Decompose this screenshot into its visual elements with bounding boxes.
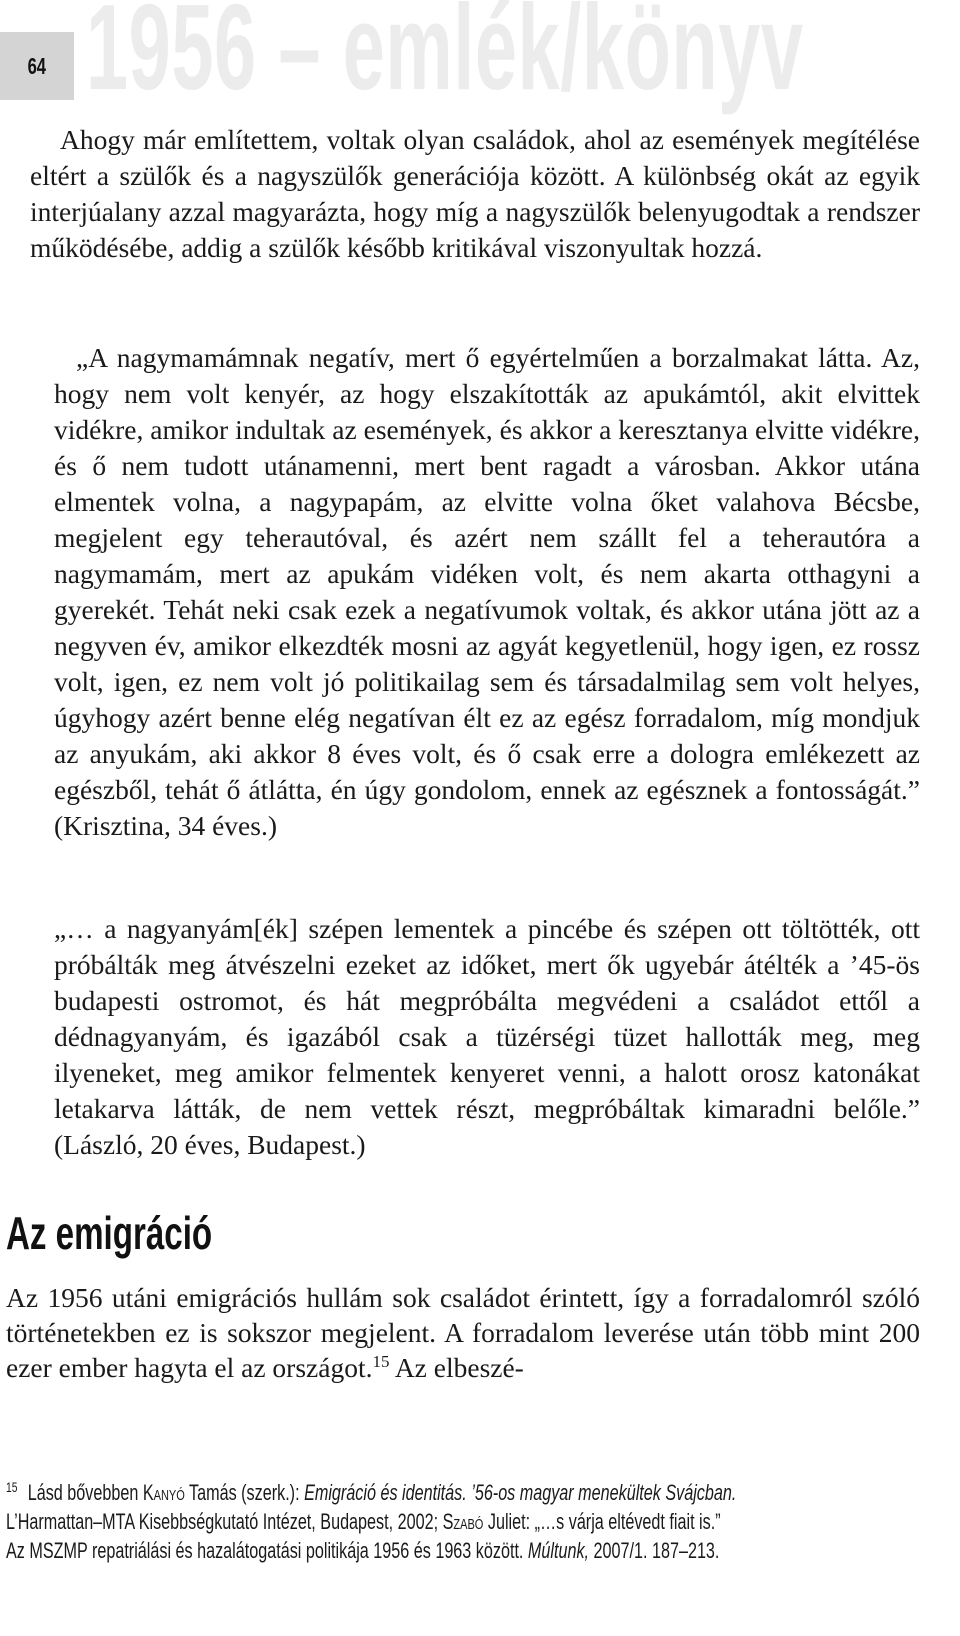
footnote [6,1478,921,1565]
emigration-paragraph [6,1280,920,1385]
interview-quote-krisztina: „A nagymamámnak negatív, mert ő egyértelműen a borzalmakat látta. Az, hogy nem volt kenyér, az hogy elszakították az apukámtól, akit elvittek vidékre, amikor indultak az események, és akkor a keresztanya elvitte vidékre, és ő nem tudott utánamenni, mert bent ragadt a városban. Akkor utána elmentek volna, a nagypapám, az elvitte volna őket valahova Bécsbe, megjelent egy teherautóval, és azért nem szállt fel a teherautóra a nagymamám, mert az apukám vidéken volt, és nem akarta otthagyni a gyerekét. Tehát neki csak ezek a negatívumok voltak, és akkor utána jött az a negyven év, amikor elkezdték mosni az agyát kegyetlenül, hogy igen, ez rossz volt, igen, ez nem volt jó politikailag sem és társadalmilag sem volt helyes, úgyhogy azért benne elég negatívan élt ez az egész forradalom, míg mondjuk az anyukám, aki akkor 8 éves volt, és ő csak erre a dologra emlékezett az egészből, tehát ő átlátta, én úgy gondolom, ennek az egésznek a fontosságát.” (Krisztina, 34 éves.) [54,342,920,841]
running-title: 1956 – emlék/könyv [86,0,804,115]
footnote-line-1 [6,1478,921,1507]
emigration-paragraph-tail: Az elbeszé- [389,1352,524,1383]
intro-paragraph: Ahogy már említettem, voltak olyan családok, ahol az események megítélése eltért a szülők és a nagyszülők generációja között. A különbség okát az egyik interjúalany azzal magyarázta, hogy míg a nagyszülők belenyugodtak a rendszer működésébe, addig a szülők később kritikával viszonyultak hozzá. [30,124,920,263]
footnote-line-3 [6,1536,921,1565]
page-number: 64 [27,52,47,79]
emigration-paragraph-text: Az 1956 utáni emigrációs hullám sok családot érintett, így a forradalomról szóló történetekben ez is sokszor megjelent. A forradalom leverése után több mint 200 ezer ember hagyta el az országot. [6,1282,920,1383]
footnote-author: Kanyó [142,1480,185,1505]
footnote-text: Lásd bővebben [27,1480,143,1505]
footnote-text: Juliet: „…s várja eltévedt fiait is.” [483,1509,721,1534]
footnote-book-title: Emigráció és identitás. ’56-os magyar menekültek Svájcban. [304,1480,737,1505]
section-heading: Az emigráció [6,1207,213,1259]
footnote-text: L’Harmattan–MTA Kisebbségkutató Intézet, Budapest, 2002; [6,1509,443,1534]
footnote-journal: Múltunk, [527,1538,590,1563]
footnote-number: 15 [6,1478,18,1495]
footnote-reference[interactable]: 15 [372,1351,390,1371]
footnote-text: 2007/1. 187–213. [589,1538,720,1563]
interview-quote-laszlo: „… a nagyanyám[ék] szépen lementek a pincébe és szépen ott töltötték, ott próbálták meg átvészelni ezeket az időket, mert ők ugyebár átélték a ’45-ös budapesti ostromot, és hát megpróbálta megvédeni a családot ettől a dédnagyanyám, és igazából csak a tüzérségi tüzet hallották meg, meg ilyeneket, meg amikor felmentek kenyeret venni, a halott orosz katonákat letakarva látták, de nem vettek részt, megpróbáltak kimaradni belőle.” (László, 20 éves, Budapest.) [54,913,920,1160]
footnote-text: Tamás (szerk.): [184,1480,305,1505]
footnote-text: Az MSZMP repatriálási és hazalátogatási politikája 1956 és 1963 között. [6,1538,528,1563]
footnote-line-2 [6,1507,921,1536]
page-number-box [0,32,74,100]
footnote-author: Szabó [442,1509,484,1534]
